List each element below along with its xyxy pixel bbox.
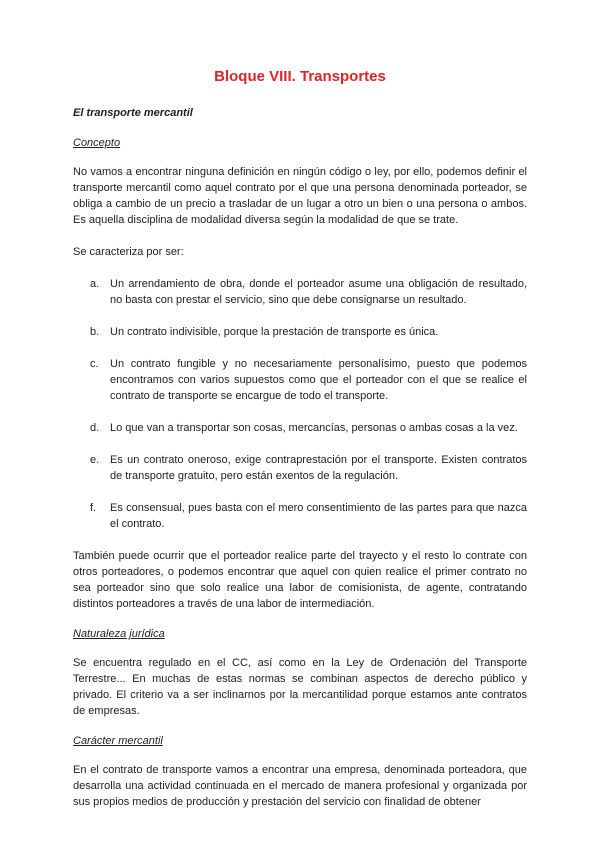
list-marker: d. <box>90 422 100 434</box>
list-marker: e. <box>90 454 100 466</box>
list-item <box>73 500 527 532</box>
list-marker: b. <box>90 326 100 338</box>
document-title: Bloque VIII. Transportes <box>214 68 386 85</box>
paragraph-porteadores: También puede ocurrir que el porteador realice parte del trayecto y el resto lo contrate con otros porteadores, o podemos encontrar que aquel con quien realice el primer contrato no sea porteador sino que solo realice una labor de comisionista, de agente, contratando distintos porteadores a través de una labor de intermediación. <box>73 550 527 610</box>
list-marker: a. <box>90 278 100 290</box>
section-heading: El transporte mercantil <box>73 107 193 119</box>
list-item <box>73 324 527 340</box>
paragraph-naturaleza: Se encuentra regulado en el CC, así como en la Ley de Ordenación del Transporte Terrestre... En muchas de estas normas se combinan aspectos de derecho público y privado. El criterio va a ser inclinarnos por la mercantilidad porque estamos ante contratos de empresas. <box>73 657 527 717</box>
list-item-text: Un arrendamiento de obra, donde el porteador asume una obligación de resultado, no basta con prestar el servicio, sino que debe consignarse un resultado. <box>110 278 527 306</box>
list-marker: f. <box>90 502 97 514</box>
list-item-text: Es consensual, pues basta con el mero consentimiento de las partes para que nazca el contrato. <box>110 502 527 530</box>
paragraph-caracteriza: Se caracteriza por ser: <box>73 246 184 258</box>
characteristics-list <box>73 276 527 532</box>
list-item-text: Un contrato fungible y no necesariamente personalísimo, puesto que podemos encontramos con varios supuestos como que el porteador con el que se realice el contrato de transporte se encargue de todo el transporte. <box>110 358 527 402</box>
list-item-text: Un contrato indivisible, porque la prestación de transporte es única. <box>110 326 439 338</box>
list-item-text: Lo que van a transportar son cosas, mercancías, personas o ambas cosas a la vez. <box>110 422 518 434</box>
list-item <box>73 420 527 436</box>
list-item-text: Es un contrato oneroso, exige contraprestación por el transporte. Existen contratos de transporte gratuito, pero están exentos de la regulación. <box>110 454 527 482</box>
paragraph-caracter: En el contrato de transporte vamos a encontrar una empresa, denominada porteadora, que desarrolla una actividad continuada en el mercado de manera profesional y organizada por sus propios medios de producción y prestación del servicio con finalidad de obtener <box>73 764 527 808</box>
list-item <box>73 452 527 484</box>
paragraph-definicion: No vamos a encontrar ninguna definición en ningún código o ley, por ello, podemos definir el transporte mercantil como aquel contrato por el que una persona denominada porteador, se obliga a cambio de un precio a trasladar de un lugar a otro un bien o una persona o ambos. Es aquella disciplina de modalidad diversa según la modalidad de que se trate. <box>73 166 527 226</box>
subheading-concepto: Concepto <box>73 137 121 149</box>
list-item <box>73 356 527 404</box>
subheading-naturaleza: Naturaleza jurídica <box>73 628 165 640</box>
list-marker: c. <box>90 358 99 370</box>
list-item <box>73 276 527 308</box>
subheading-caracter: Carácter mercantil <box>73 735 163 747</box>
